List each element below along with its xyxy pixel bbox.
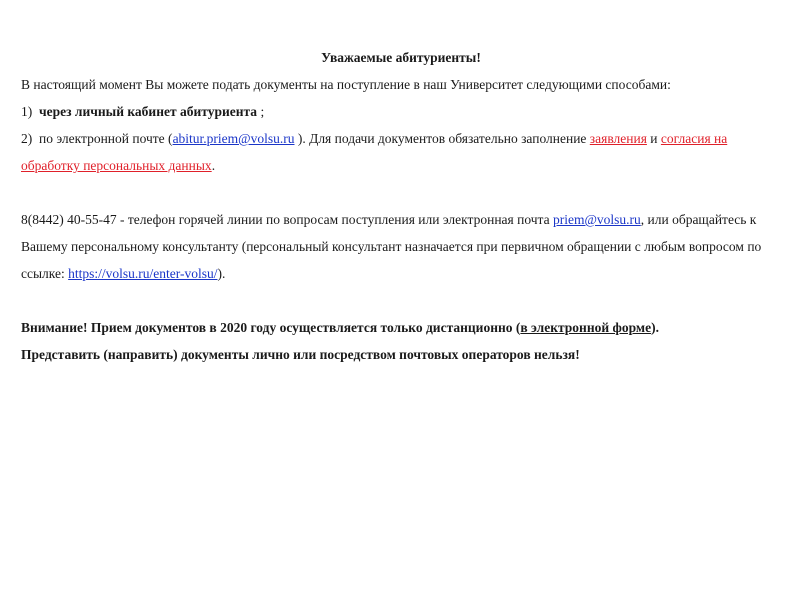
and-text: и	[646, 131, 661, 146]
spacer	[21, 179, 781, 206]
cabinet-text: через личный кабинет абитуриента	[39, 104, 258, 119]
consent-link[interactable]: согласия на обработку персональных данных	[21, 131, 728, 173]
email-text: по электронной почте (	[39, 131, 173, 146]
requirement-text: ). Для подачи документов обязательно заполнение	[294, 131, 590, 146]
item-number: 1)	[21, 104, 33, 119]
abitur-email-link[interactable]: abitur.priem@volsu.ru	[172, 131, 295, 146]
spacer	[21, 287, 781, 314]
notice-line-1	[21, 314, 781, 341]
method-item-2	[21, 125, 781, 179]
enter-volsu-link[interactable]: https://volsu.ru/enter-volsu/	[68, 266, 218, 281]
method-item-1	[21, 98, 781, 125]
page-title: Уважаемые абитуриенты!	[321, 50, 481, 65]
document-body	[21, 44, 781, 368]
notice-close: ).	[651, 320, 659, 335]
notice-text: Внимание! Прием документов в 2020 году осуществляется только дистанционно (	[21, 320, 521, 335]
priem-email-link[interactable]: priem@volsu.ru	[552, 212, 641, 227]
application-link[interactable]: заявления	[589, 131, 647, 146]
closing-text: ).	[217, 266, 226, 281]
period: .	[211, 158, 216, 173]
item-tail: ;	[257, 104, 265, 119]
hotline-paragraph	[21, 206, 781, 287]
notice-warning: Представить (направить) документы лично или посредством почтовых операторов нельзя!	[21, 347, 580, 362]
notice-line-2	[21, 341, 781, 368]
intro-paragraph: В настоящий момент Вы можете подать документы на поступление в наш Университет следующими способами:	[21, 77, 671, 92]
consultant-text: , или обращайтесь к Вашему персональному консультанту (персональный консультант назначается при первичном обращении с любым вопросом по ссылке:	[21, 212, 762, 281]
electronic-form-link[interactable]: в электронной форме	[520, 320, 652, 335]
item-number: 2)	[21, 131, 33, 146]
hotline-text: 8(8442) 40-55-47 - телефон горячей линии по вопросам поступления или электронная почта	[21, 212, 553, 227]
